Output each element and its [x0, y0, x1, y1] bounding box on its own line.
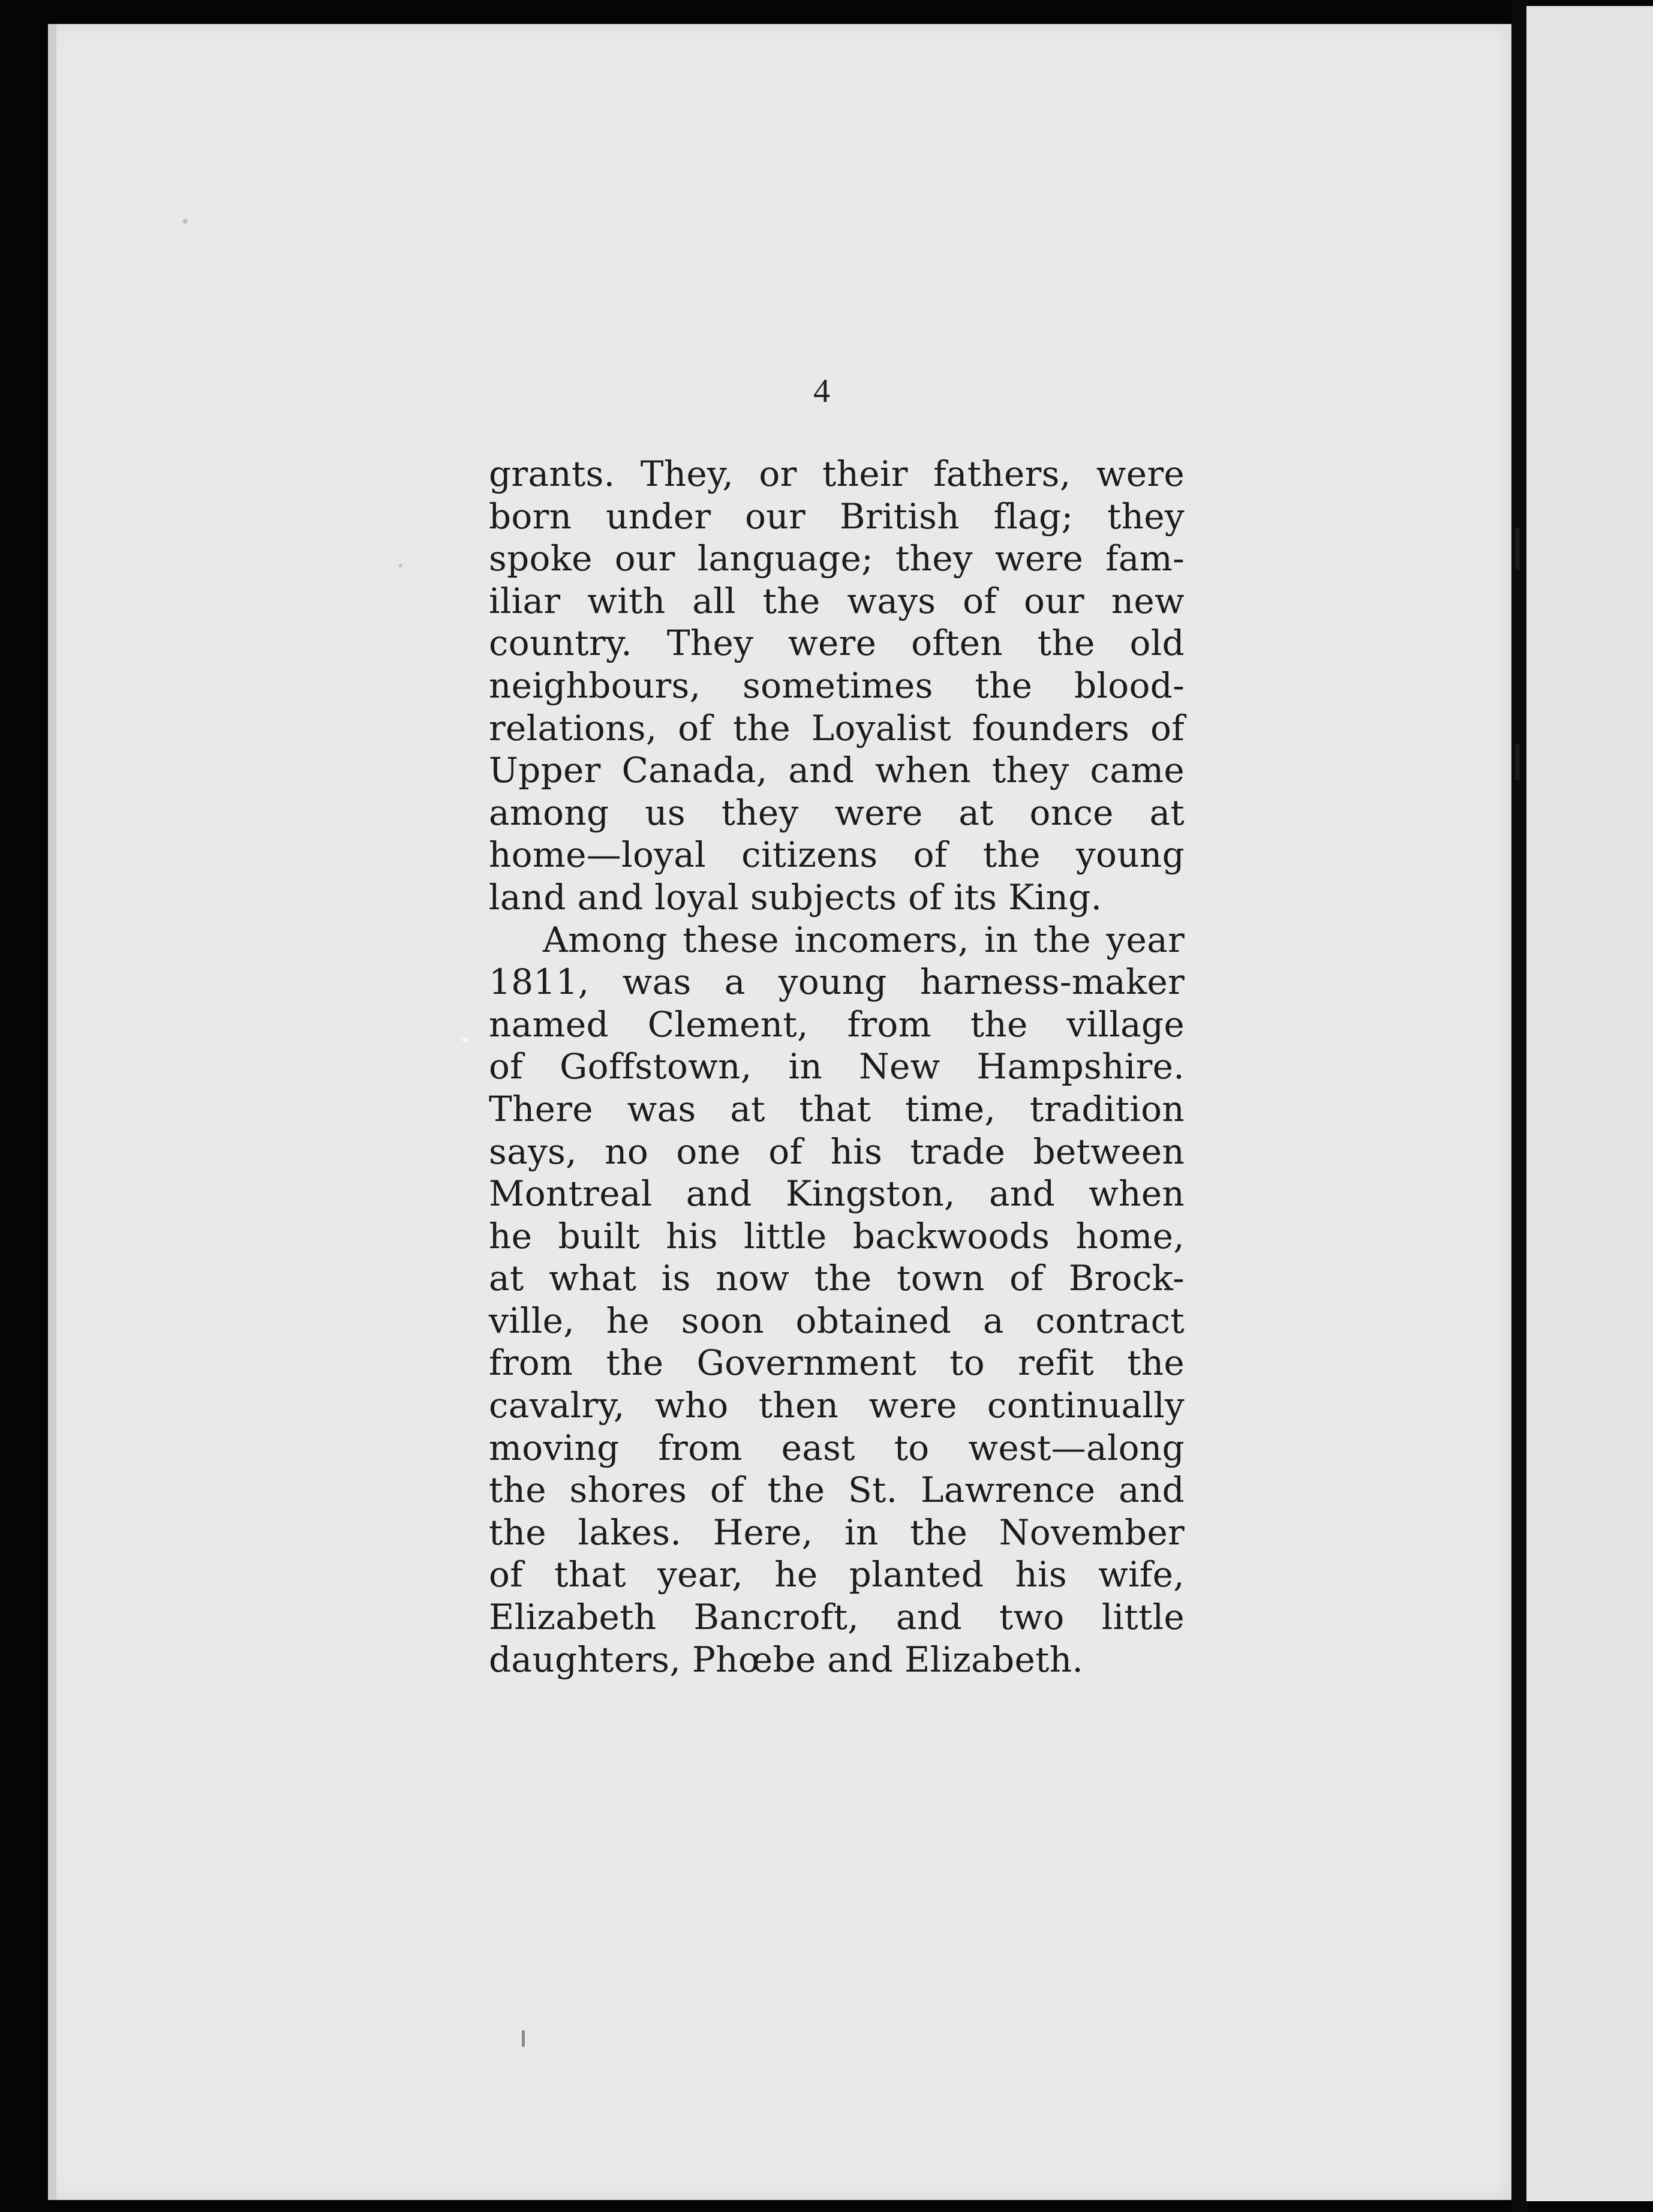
text-line: the lakes. Here, in the November: [489, 1511, 1185, 1553]
paper-speck: [462, 1038, 468, 1042]
text-line: home—loyal citizens of the young: [489, 834, 1185, 876]
text-line: from the Government to refit the: [489, 1342, 1185, 1384]
paragraph: [489, 919, 1185, 1681]
text-line: cavalry, who then were continually: [489, 1385, 1185, 1426]
text-line: at what is now the town of Brock-: [489, 1258, 1185, 1299]
text-line: country. They were often the old: [489, 623, 1185, 664]
book-spine-gutter: [1511, 0, 1528, 2212]
text-line: among us they were at once at: [489, 792, 1185, 833]
text-line: born under our British flag; they: [489, 495, 1185, 537]
text-line: of that year, he planted his wife,: [489, 1554, 1185, 1595]
page-number: 4: [813, 372, 830, 410]
text-line: named Clement, from the village: [489, 1003, 1185, 1045]
binding-thread-mark: [1515, 528, 1520, 570]
text-line: neighbours, sometimes the blood-: [489, 665, 1185, 706]
page-edge-shadow: [48, 24, 56, 2200]
text-line: Montreal and Kingston, and when: [489, 1173, 1185, 1215]
facing-page-edge: [1526, 6, 1653, 2201]
text-line: of Goffstown, in New Hampshire.: [489, 1046, 1185, 1087]
binding-thread-mark: [1515, 744, 1520, 780]
text-line: says, no one of his trade between: [489, 1131, 1185, 1172]
text-line: the shores of the St. Lawrence and: [489, 1469, 1185, 1511]
text-line: land and loyal subjects of its King.: [489, 876, 1102, 918]
paper-speck: [183, 219, 188, 224]
paper-speck: [522, 2030, 525, 2047]
text-line: relations, of the Loyalist founders of: [489, 707, 1185, 749]
text-line: grants. They, or their fathers, were: [489, 453, 1185, 494]
text-line: Among these incomers, in the year: [543, 919, 1185, 960]
text-line: 1811, was a young harness-maker: [489, 961, 1185, 1003]
text-line: Upper Canada, and when they came: [489, 750, 1185, 791]
body-text: [489, 453, 1185, 1681]
text-line: daughters, Phœbe and Elizabeth.: [489, 1639, 1084, 1680]
paper-speck: [399, 564, 402, 567]
text-line: he built his little backwoods home,: [489, 1215, 1185, 1257]
text-line: spoke our language; they were fam-: [489, 538, 1185, 579]
text-line: There was at that time, tradition: [489, 1088, 1185, 1129]
text-line: ville, he soon obtained a contract: [489, 1300, 1185, 1341]
text-line: Elizabeth Bancroft, and two little: [489, 1597, 1185, 1638]
text-line: iliar with all the ways of our new: [489, 580, 1185, 621]
paragraph: [489, 453, 1185, 919]
text-line: moving from east to west—along: [489, 1427, 1185, 1468]
